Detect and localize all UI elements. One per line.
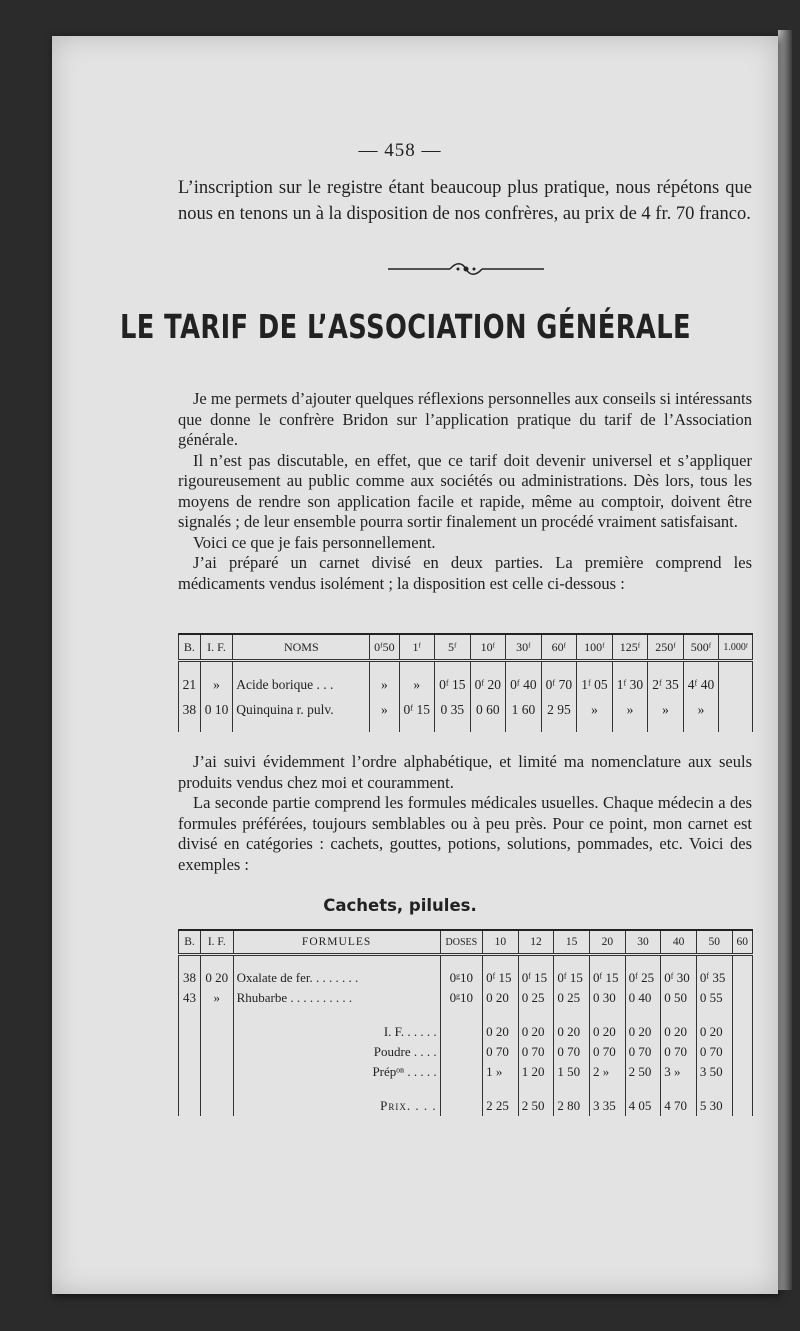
cell: Prix. . . .: [233, 1096, 440, 1116]
cell: 2 »: [590, 1062, 626, 1082]
cell: [440, 1096, 482, 1116]
col-header: NOMS: [233, 634, 370, 661]
tariff-table-formulas: [178, 929, 753, 1116]
col-header: 60: [732, 930, 752, 955]
cell: »: [200, 988, 233, 1008]
cell: 0ᶠ 15: [590, 968, 626, 988]
cell: [732, 1042, 752, 1062]
table-row: [179, 698, 753, 732]
col-header: 1ᶠ: [399, 634, 435, 661]
cell: [719, 698, 753, 732]
cell: »: [577, 698, 613, 732]
cell: 38: [179, 968, 201, 988]
cell: [200, 1042, 233, 1062]
cell: 0ᵍ10: [440, 988, 482, 1008]
cell: 38: [179, 698, 201, 732]
cell: 0ᶠ 35: [696, 968, 732, 988]
cell: 1ᶠ 30: [612, 672, 648, 698]
cell: 2ᶠ 35: [648, 672, 684, 698]
cell: [179, 1062, 201, 1082]
body-text-1: [178, 389, 752, 594]
paragraph: Il n’est pas discutable, en effet, que ce tarif doit devenir universel et s’appliquer rigoureusement au public comme aux sociétés ou administrations. Dès lors, tous les moyens de rendre son application facile et rapide, même au comptoir, doivent être signalés ; de leur ensemble pourra sortir finalement un procédé vraiment satisfaisant.: [178, 450, 752, 531]
cell: 0 50: [661, 988, 697, 1008]
cell: 4ᶠ 40: [683, 672, 719, 698]
cell: 0ᶠ 15: [399, 698, 435, 732]
cell: 1ᶠ 05: [577, 672, 613, 698]
cell: Oxalate de fer. . . . . . . .: [233, 968, 440, 988]
cell: 0 70: [625, 1042, 661, 1062]
col-header: 500ᶠ: [683, 634, 719, 661]
cell: 0 20: [518, 1022, 554, 1042]
cell: 3 »: [661, 1062, 697, 1082]
col-header: B.: [179, 634, 201, 661]
cell: [440, 1022, 482, 1042]
col-header: 100ᶠ: [577, 634, 613, 661]
cell: »: [200, 672, 233, 698]
cell: [179, 1096, 201, 1116]
cell: 5 30: [696, 1096, 732, 1116]
cell: I. F. . . . . .: [233, 1022, 440, 1042]
cell: Rhubarbe . . . . . . . . . .: [233, 988, 440, 1008]
cell: »: [399, 672, 435, 698]
cell: 3 35: [590, 1096, 626, 1116]
cell: 0 70: [554, 1042, 590, 1062]
table-row: [179, 988, 753, 1008]
cell: 2 50: [518, 1096, 554, 1116]
cell: 0ᶠ 20: [470, 672, 506, 698]
cell: 3 50: [696, 1062, 732, 1082]
cell: Acide borique . . .: [233, 672, 370, 698]
col-header: 40: [661, 930, 697, 955]
cell: 0ᶠ 15: [483, 968, 519, 988]
cell: 0 70: [661, 1042, 697, 1062]
cell: 4 70: [661, 1096, 697, 1116]
cell: [732, 1022, 752, 1042]
cell: [200, 1022, 233, 1042]
cell: [732, 988, 752, 1008]
col-header: 30ᶠ: [506, 634, 542, 661]
section-title: Cachets, pilules.: [323, 896, 477, 915]
cell: 0 10: [200, 698, 233, 732]
table-row: [179, 672, 753, 698]
cell: [440, 1062, 482, 1082]
paragraph: J’ai suivi évidemment l’ordre alphabétique, et limité ma nomenclature aux seuls produits vendus chez moi et couramment.: [178, 752, 752, 792]
cell: 0 25: [554, 988, 590, 1008]
paragraph: Je me permets d’ajouter quelques réflexions personnelles aux conseils si intéressants que donne le confrère Bridon sur l’application pratique du tarif de l’Association générale.: [178, 389, 753, 449]
cell: Poudre . . . .: [233, 1042, 440, 1062]
cell: 0 40: [625, 988, 661, 1008]
col-header: 15: [554, 930, 590, 955]
cell: 2 50: [625, 1062, 661, 1082]
cell: »: [370, 698, 399, 732]
cell: 0ᶠ 40: [506, 672, 542, 698]
cell: [732, 1062, 752, 1082]
cell: 43: [179, 988, 201, 1008]
tariff-table-simple: [178, 633, 753, 732]
intro-paragraph: L’inscription sur le registre étant beaucoup plus pratique, nous répétons que nous en tenons un à la disposition de nos confrères, au prix de 4 fr. 70 franco.: [178, 178, 752, 224]
cell: 0 70: [590, 1042, 626, 1062]
table-header-row: [179, 634, 753, 661]
cell: [732, 1096, 752, 1116]
cell: 2 25: [483, 1096, 519, 1116]
col-header: 5ᶠ: [435, 634, 471, 661]
cell: 0ᵍ10: [440, 968, 482, 988]
cell: »: [612, 698, 648, 732]
cell: 0ᶠ 30: [661, 968, 697, 988]
cell: »: [370, 672, 399, 698]
col-header: 20: [590, 930, 626, 955]
cell: [719, 672, 753, 698]
col-header: 1.000ᶠ: [719, 634, 753, 661]
cell: 0 20: [625, 1022, 661, 1042]
cell: 0 20: [554, 1022, 590, 1042]
article-heading: LE TARIF DE L’ASSOCIATION GÉNÉRALE: [120, 307, 691, 346]
cell: 2 80: [554, 1096, 590, 1116]
cell: 0 20: [696, 1022, 732, 1042]
cell: 0 70: [696, 1042, 732, 1062]
col-header: DOSES: [440, 930, 482, 955]
cell: 0 20: [200, 968, 233, 988]
paragraph: Voici ce que je fais personnellement.: [193, 532, 436, 552]
cell: 0 20: [483, 1022, 519, 1042]
table-row: [179, 1042, 753, 1062]
cell: 0 35: [435, 698, 471, 732]
col-header: 30: [625, 930, 661, 955]
col-header: 125ᶠ: [612, 634, 648, 661]
cell: 0 60: [470, 698, 506, 732]
cell: 0ᶠ 15: [435, 672, 471, 698]
col-header: 10: [483, 930, 519, 955]
table-row: [179, 1062, 753, 1082]
table-row: [179, 1022, 753, 1042]
body-text-2: [178, 752, 752, 875]
col-header: 60ᶠ: [541, 634, 577, 661]
col-header: FORMULES: [233, 930, 440, 955]
col-header: 0ᶠ50: [370, 634, 399, 661]
cell: 0 20: [661, 1022, 697, 1042]
cell: 4 05: [625, 1096, 661, 1116]
cell: 2 95: [541, 698, 577, 732]
cell: 0ᶠ 15: [554, 968, 590, 988]
cell: 0ᶠ 15: [518, 968, 554, 988]
cell: 0 70: [483, 1042, 519, 1062]
cell: 0 70: [518, 1042, 554, 1062]
paragraph: J’ai préparé un carnet divisé en deux parties. La première comprend les médicaments vendus isolément ; la disposition est celle ci-dessous :: [178, 553, 752, 593]
cell: 1 »: [483, 1062, 519, 1082]
total-row: [179, 1096, 753, 1116]
cell: [732, 968, 752, 988]
cell: [440, 1042, 482, 1062]
cell: 1 50: [554, 1062, 590, 1082]
paragraph: La seconde partie comprend les formules médicales usuelles. Chaque médecin a des formules préférées, toujours semblables ou à peu près. Pour ce point, mon carnet est divisé en catégories : cachets, gouttes, potions, solutions, pommades, etc. Voici des exemples :: [178, 793, 752, 874]
col-header: 12: [518, 930, 554, 955]
cell: »: [683, 698, 719, 732]
cell: [200, 1096, 233, 1116]
cell: 1 60: [506, 698, 542, 732]
col-header: I. F.: [200, 930, 233, 955]
cell: 0ᶠ 25: [625, 968, 661, 988]
cell: 0 55: [696, 988, 732, 1008]
col-header: I. F.: [200, 634, 233, 661]
cell: Quinquina r. pulv.: [233, 698, 370, 732]
cell: 21: [179, 672, 201, 698]
cell: 1 20: [518, 1062, 554, 1082]
cell: 0 20: [590, 1022, 626, 1042]
col-header: 10ᶠ: [470, 634, 506, 661]
col-header: B.: [179, 930, 201, 955]
cell: 0 20: [483, 988, 519, 1008]
page-edge-shadow: [778, 30, 792, 1290]
col-header: 50: [696, 930, 732, 955]
table-header-row: [179, 930, 753, 955]
cell: [200, 1062, 233, 1082]
table-row: [179, 968, 753, 988]
cell: 0 25: [518, 988, 554, 1008]
cell: Prépᵒⁿ . . . . .: [233, 1062, 440, 1082]
col-header: 250ᶠ: [648, 634, 684, 661]
cell: [179, 1042, 201, 1062]
cell: 0 30: [590, 988, 626, 1008]
cell: 0ᶠ 70: [541, 672, 577, 698]
ornament-divider: [388, 258, 544, 280]
cell: »: [648, 698, 684, 732]
page-number: — 458 —: [358, 140, 442, 161]
cell: [179, 1022, 201, 1042]
